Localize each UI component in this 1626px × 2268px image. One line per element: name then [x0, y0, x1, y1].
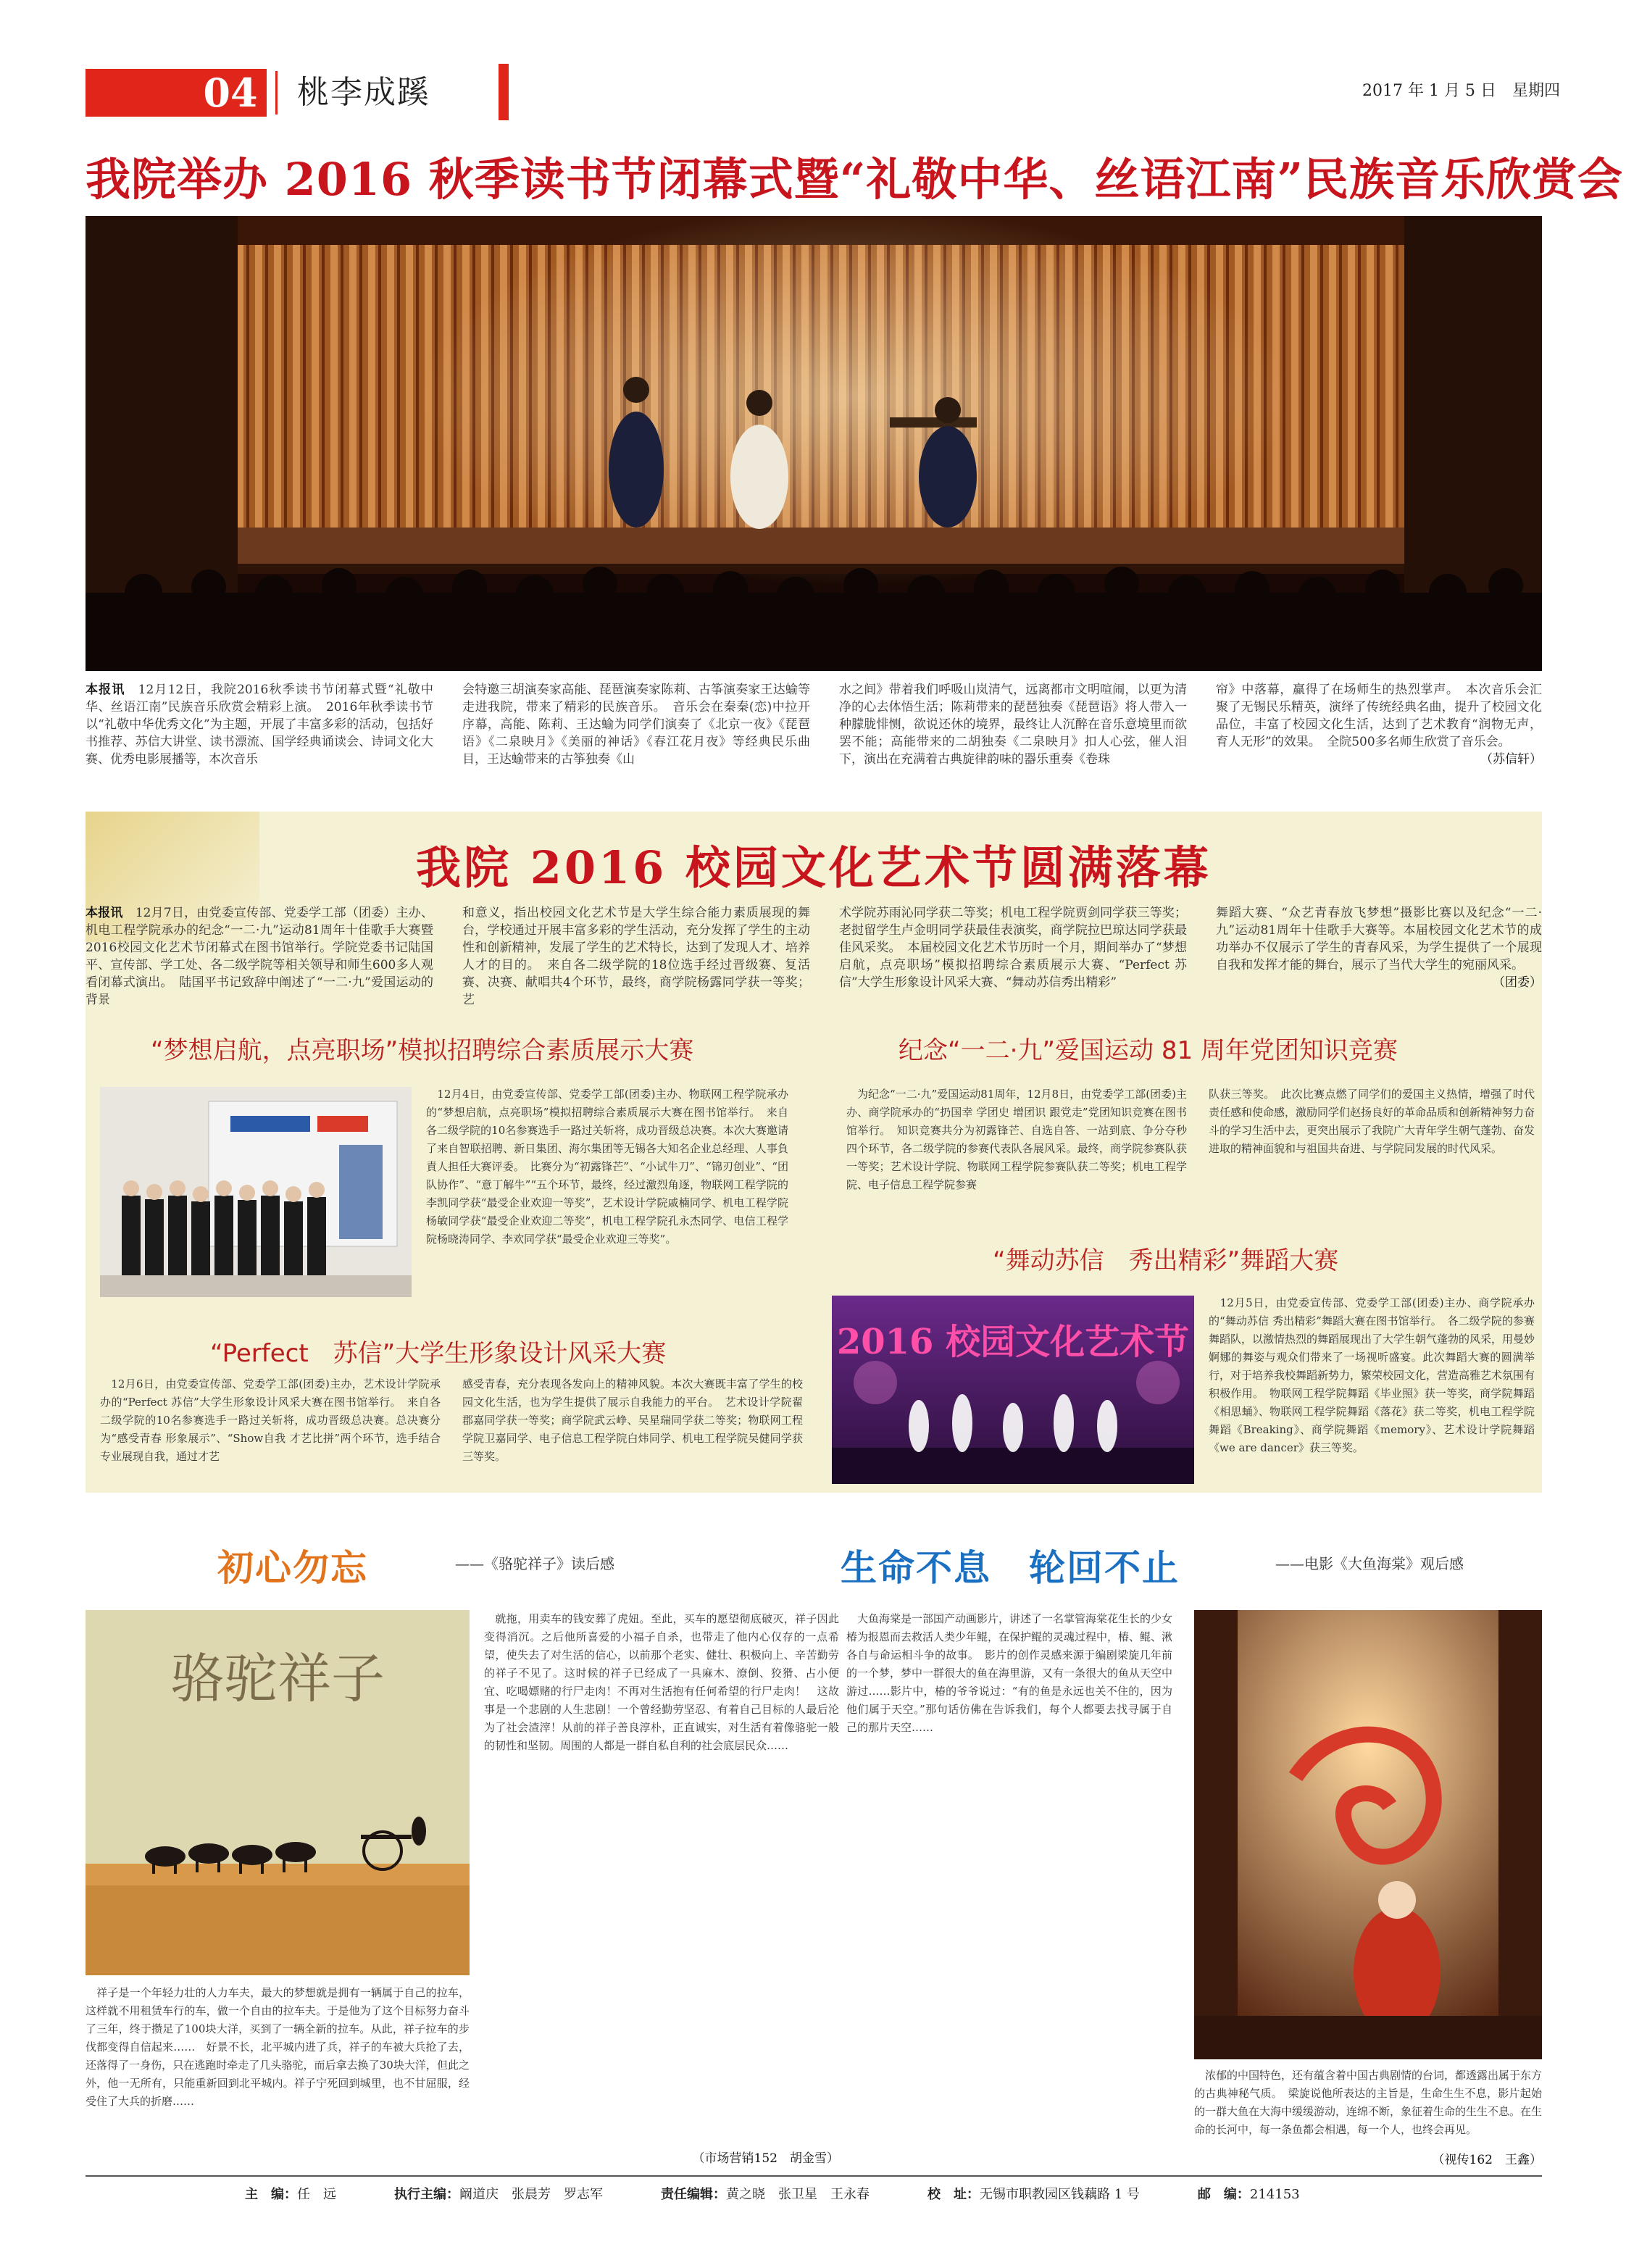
article2-col1-text: 12月7日，由党委宣传部、党委学工部（团委）主办、机电工程学院承办的纪念“一二·九”运动81周年十佳歌手大赛暨2016校园文化艺术节闭幕式在图书馆举行。学院党委书记陆国平、宣传部、学工处、各二级学院等相关领导和师生600多人观看闭幕式演出。 陆国平书记致辞中阐述了“一二·九”爱国运动的背景 [86, 906, 434, 1007]
quiz-contest-title: 纪念“一二·九”爱国运动 81 周年党团知识竞赛 [899, 1036, 1398, 1065]
style-contest-column-1: 12月6日，由党委宣传部、党委学工部(团委)主办，艺术设计学院承办的“Perfect 苏信”大学生形象设计风采大赛在图书馆举行。 来自各二级学院的10名参赛选手一路过关斩将，成功晋级总决赛。总决赛分为“感受青春 形象展示”、“Show自我 才艺比拼”两个环节，选手结合专业展现自我，通过才艺 [100, 1377, 441, 1463]
masthead-divider-bold [499, 64, 509, 120]
footer-editor-label: 主 编： [245, 2187, 297, 2202]
dance-contest-title: “舞动苏信 秀出精彩”舞蹈大赛 [993, 1246, 1339, 1275]
footer-exec-label: 执行主编： [394, 2187, 459, 2202]
article1-column-2: 会特邀三胡演奏家高能、琵琶演奏家陈莉、古筝演奏家王达蝓等走进我院，带来了精彩的民族音乐。 音乐会在秦秦(恋)中拉开序幕，高能、陈莉、王达蝓为同学们演奏了《北京一夜》《琵琶语》《二泉映月》《美丽的神话》《春江花月夜》等经典民乐曲目，王达蝓带来的古筝独奏《山 [462, 683, 810, 767]
footer-credits [86, 2184, 1542, 2203]
headline-culture-festival: 我院 2016 校园文化艺术节圆满落幕 [416, 841, 1212, 894]
review1-title: 初心勿忘 [217, 1547, 368, 1589]
jobs-contest-title: “梦想启航，点亮职场”模拟招聘综合素质展示大赛 [151, 1036, 694, 1065]
dance-contest-text: 12月5日，由党委宣传部、党委学工部(团委)主办、商学院承办的“舞动苏信 秀出精彩”舞蹈大赛在图书馆举行。 各二级学院的参赛舞蹈队，以激情热烈的舞蹈展现出了大学生朝气蓬勃的风采，用曼妙婀娜的舞姿与观众们带来了一场视听盛宴。此次舞蹈大赛的圆满举行，对于培养我校舞蹈新势力，繁荣校园文化，营造高雅艺术氛围有积极作用。 物联网工程学院舞蹈《毕业照》获一等奖，商学院舞蹈《相思蛹》、物联网工程学院舞蹈《落花》获二等奖，机电工程学院舞蹈《Breaking》、商学院舞蹈《memory》、艺术设计学院舞蹈《we are dancer》获三等奖。 [1209, 1296, 1535, 1454]
review2-byline: （视传162 王鑫） [1432, 2153, 1542, 2167]
footer-exec-value: 阚道庆 张晨芳 罗志军 [459, 2187, 603, 2202]
footer-address-value: 无锡市职教园区钱藕路 1 号 [980, 2187, 1140, 2202]
article1-column-1 [86, 681, 433, 768]
big-fish-painting [1194, 1610, 1542, 2059]
concert-photo [86, 216, 1542, 671]
footer-editor [245, 2184, 336, 2203]
dance-photo-banner: 2016 校园文化艺术节 [836, 1322, 1190, 1362]
footer-exec-editor [394, 2184, 603, 2203]
article2-column-2: 和意义，指出校园文化艺术节是大学生综合能力素质展现的舞台，学校通过开展丰富多彩的学生活动，充分发挥了学生的主动性和创新精神，发展了学生的艺术特长，达到了发现人才、培养人才的目的。 来自各二级学院的18位选手经过晋级赛、复活赛、决赛、献唱共4个环节，最终，商学院杨露同学获一等奖；艺 [462, 906, 810, 1007]
review2-title: 生命不息 轮回不止 [841, 1547, 1180, 1589]
article2-column-4 [1216, 904, 1542, 991]
page-number: 04 [203, 70, 258, 116]
camel-xiangzi-illustration [86, 1610, 470, 1975]
article2-lead: 本报讯 [86, 906, 123, 920]
footer-postcode-label: 邮 编： [1197, 2187, 1250, 2202]
footer-resp-value: 黄之晓 张卫星 王永春 [726, 2187, 870, 2202]
style-contest-title: “Perfect 苏信”大学生形象设计风采大赛 [210, 1339, 667, 1368]
article2-column-1 [86, 904, 433, 1009]
footer-postcode [1198, 2184, 1300, 2203]
column-name: 桃李成蹊 [297, 74, 430, 111]
footer-address [927, 2184, 1140, 2203]
article2-column-3: 术学院苏雨沁同学获二等奖；机电工程学院贾剑同学获三等奖；老挝留学生卢金明同学获最佳表演奖，商学院拉巴琼达同学获最佳风采奖。 本届校园文化艺术节历时一个月，期间举办了“梦想启航，点亮职场”模拟招聘综合素质展示大赛、“Perfect 苏信”大学生形象设计风采大赛、“舞动苏信秀出精彩” [839, 906, 1187, 990]
footer-postcode-value: 214153 [1249, 2187, 1300, 2202]
masthead-divider [275, 71, 278, 114]
jobs-contest-text: 12月4日，由党委宣传部、党委学工部(团委)主办、物联网工程学院承办的“梦想启航，点亮职场”模拟招聘综合素质展示大赛在图书馆举行。 来自各二级学院的10名参赛选手一路过关斩将，成功晋级总决赛。本次大赛邀请了来自智联招聘、新日集团、海尔集团等无锡各大知名企业总经理、人事負責人担任大赛评委。 比赛分为“初露锋芒”、“小试牛刀”、“锦刃创业”、“团队协作”、“意丁解牛”“五个环节，最终，经过激烈角逐，物联网工程学院的李凯同学获“最受企业欢迎一等奖”，艺术设计学院戚楠同学、机电工程学院杨敏同学获“最受企业欢迎二等奖”，机电工程学院孔永杰同学、电信工程学院杨晓涛同学、李欢同学获“最受企业欢迎三等奖”。 [426, 1088, 788, 1246]
footer-editor-value: 任 远 [297, 2187, 336, 2202]
review2-subtitle: ——电影《大鱼海棠》观后感 [1275, 1555, 1464, 1572]
review2-column-2: 浓郁的中国特色，还有蕴含着中国古典剧情的台词，都透露出属于东方的古典神秘气质。 梁旋说他所表达的主旨是，生命生生不息，影片起始的一群大鱼在大海中缓缓游动，连绵不断，象征着生命的生生不息。在生命的长河中，每一条鱼都会相遇，每一个人，也终会再见。 [1194, 2069, 1543, 2136]
style-contest-column-2: 感受青春，充分表现各发向上的精神风貌。本次大赛既丰富了学生的校园文化生活，也为学生提供了展示自我能力的平台。 艺术设计学院翟郡嘉同学获一等奖；商学院武云峥、吴星瑞同学获二等奖；物联网工程学院卫嘉同学、电子信息工程学院白炜同学、机电工程学院吴健同学获三等奖。 [462, 1377, 803, 1463]
footer-rule [86, 2175, 1542, 2177]
footer-resp-label: 责任编辑： [661, 2187, 726, 2202]
review1-column-2: 就拖，用卖车的钱安葬了虎妞。至此，买车的愿望彻底破灭，祥子因此变得消沉。之后他所喜爱的小福子自杀，也带走了他内心仅存的一点希望，使失去了对生活的信心，以前那个老实、健壮、积极向上、辛苦勤劳的祥子不见了。这时候的祥子已经成了一具麻木、潦倒、狡猾、占小便宜、吃喝嫖赌的行尸走肉！不再对生活抱有任何希望的行尸走肉！ 这故事是一个悲剧的人生悲剧！一个曾经勤劳坚忍、有着自己目标的人最后沦为了社会渣滓！从前的祥子善良淳朴，正直诚实，对生活有着像骆驼一般的韧性和坚韧。周围的人都是一群自私自利的社会底层民众…… [484, 1612, 839, 1752]
article2-byline: （团委） [1493, 975, 1542, 990]
footer-resp-editor [661, 2184, 870, 2203]
article1-col1-text: 12月12日，我院2016秋季读书节闭幕式暨“礼敬中华、丝语江南”民族音乐欣赏会精彩上演。 2016年秋季读书节以“礼敬中华优秀文化”为主题，开展了丰富多彩的活动，包括好书推荐、苏信大讲堂、读书漂流、国学经典诵读会、诗词文化大赛、优秀电影展播等，本次音乐 [86, 683, 434, 767]
review1-column-1: 祥子是一个年轻力壮的人力车夫，最大的梦想就是拥有一辆属于自己的拉车，这样就不用租赁车行的车，做一个自由的拉车夫。于是他为了这个目标努力奋斗了三年，终于攒足了100块大洋，买到了一辆全新的拉车。从此，祥子拉车的步伐都变得自信起来…… 好景不长，北平城内进了兵，祥子的车被大兵抢了去，还落得了一身伤，只在逃跑时牵走了几头骆驼，而后拿去换了30块大洋，但此之外，他一无所有，只能重新回到北平城内。祥子宁死回到城里，也不甘屈服，经受住了大兵的折磨…… [86, 1986, 470, 2108]
article1-column-4 [1216, 681, 1542, 768]
jobs-contest-photo [100, 1087, 412, 1297]
article1-col4-text: 帘》中落幕，赢得了在场师生的热烈掌声。 本次音乐会汇聚了无锡民乐精英，演绎了传统经典名曲，提升了校园文化品位，丰富了校园文化生活，达到了艺术教育“润物无声，育人无形”的效果。 全院500多名师生欣赏了音乐会。 [1216, 683, 1542, 749]
article1-column-3: 水之间》带着我们呼吸山岚清气，远离都市文明喧闹，以更为清净的心去体悟生活；陈莉带来的琵琶独奏《琵琶语》将人带入一种朦胧悱恻，欲说还休的境界，最终让人沉醉在音乐意境里而欲罢不能；高能带来的二胡独奏《二泉映月》扣人心弦，催人泪下，演出在充满着古典旋律韵味的器乐重奏《卷珠 [839, 683, 1187, 767]
review1-byline: （市场营销152 胡金雪） [692, 2151, 839, 2166]
book-title-calligraphy: 骆驼祥子 [170, 1648, 385, 1710]
article1-lead: 本报讯 [86, 683, 125, 697]
concert-illustration [86, 216, 1542, 671]
quiz-contest-column-2: 队获三等奖。 此次比赛点燃了同学们的爱国主义热情，增强了时代责任感和使命感，激励同学们赵扬良好的革命品质和创新精神努力奋斗的学习生活中去，更突出展示了我院广大青年学生朝气蓬勃、奋发进取的精神面貌和与祖国共奋进、与学院同发展的时代风采。 [1209, 1088, 1535, 1155]
review2-column-1: 大鱼海棠是一部国产动画影片，讲述了一名掌管海棠花生长的少女椿为报恩而去救活人类少年鲲，在保护鲲的灵魂过程中，椿、鲲、湫各自与命运相斗争的故事。 影片的创作灵感来源于编剧梁旋几年前的一个梦，梦中一群很大的鱼在海里游，又有一条很大的鱼从天空中游过……影片中，椿的爷爷说过：“有的鱼是永远也关不住的，因为他们属于天空。”那句话仿佛在告诉我们，每个人都要去找寻属于自己的那片天空…… [846, 1612, 1173, 1734]
dance-contest-photo [832, 1296, 1194, 1484]
big-fish-begonia-illustration [1194, 1610, 1542, 2059]
headline-reading-festival: 我院举办 2016 秋季读书节闭幕式暨“礼敬中华、丝语江南”民族音乐欣赏会 [86, 153, 1624, 206]
footer-address-label: 校 址： [927, 2187, 980, 2202]
dance-stage-illustration [832, 1296, 1194, 1484]
issue-date: 2017 年 1 月 5 日 星期四 [1362, 82, 1560, 100]
group-photo-illustration [100, 1087, 412, 1297]
article1-byline: （苏信轩） [1480, 752, 1542, 767]
article2-col4-text: 舞蹈大赛、“众艺青春放飞梦想”摄影比赛以及纪念“一二·九”运动81周年十佳歌手大赛等。本届校园文化艺术节的成功举办不仅展示了学生的青春风采，为学生提供了一个展现自我和发挥才能的舞台，展示了当代大学生的宛丽风采。 [1216, 906, 1542, 972]
camel-painting [86, 1610, 470, 1975]
quiz-contest-column-1: 为纪念“一二·九”爱国运动81周年，12月8日，由党委学工部(团委)主办、商学院承办的“扔国幸 学团史 增团识 跟党走”党团知识竞赛在图书馆举行。 知识竞赛共分为初露锋芒、自选自答、一站到底、争分夺秒四个环节，各二级学院的参赛代表队各展风采。最终，商学院参赛队获一等奖；艺术设计学院、物联网工程学院参赛队获二等奖；机电工程学院、电子信息工程学院参赛 [846, 1088, 1187, 1191]
review1-subtitle: ——《骆驼祥子》读后感 [455, 1555, 614, 1572]
